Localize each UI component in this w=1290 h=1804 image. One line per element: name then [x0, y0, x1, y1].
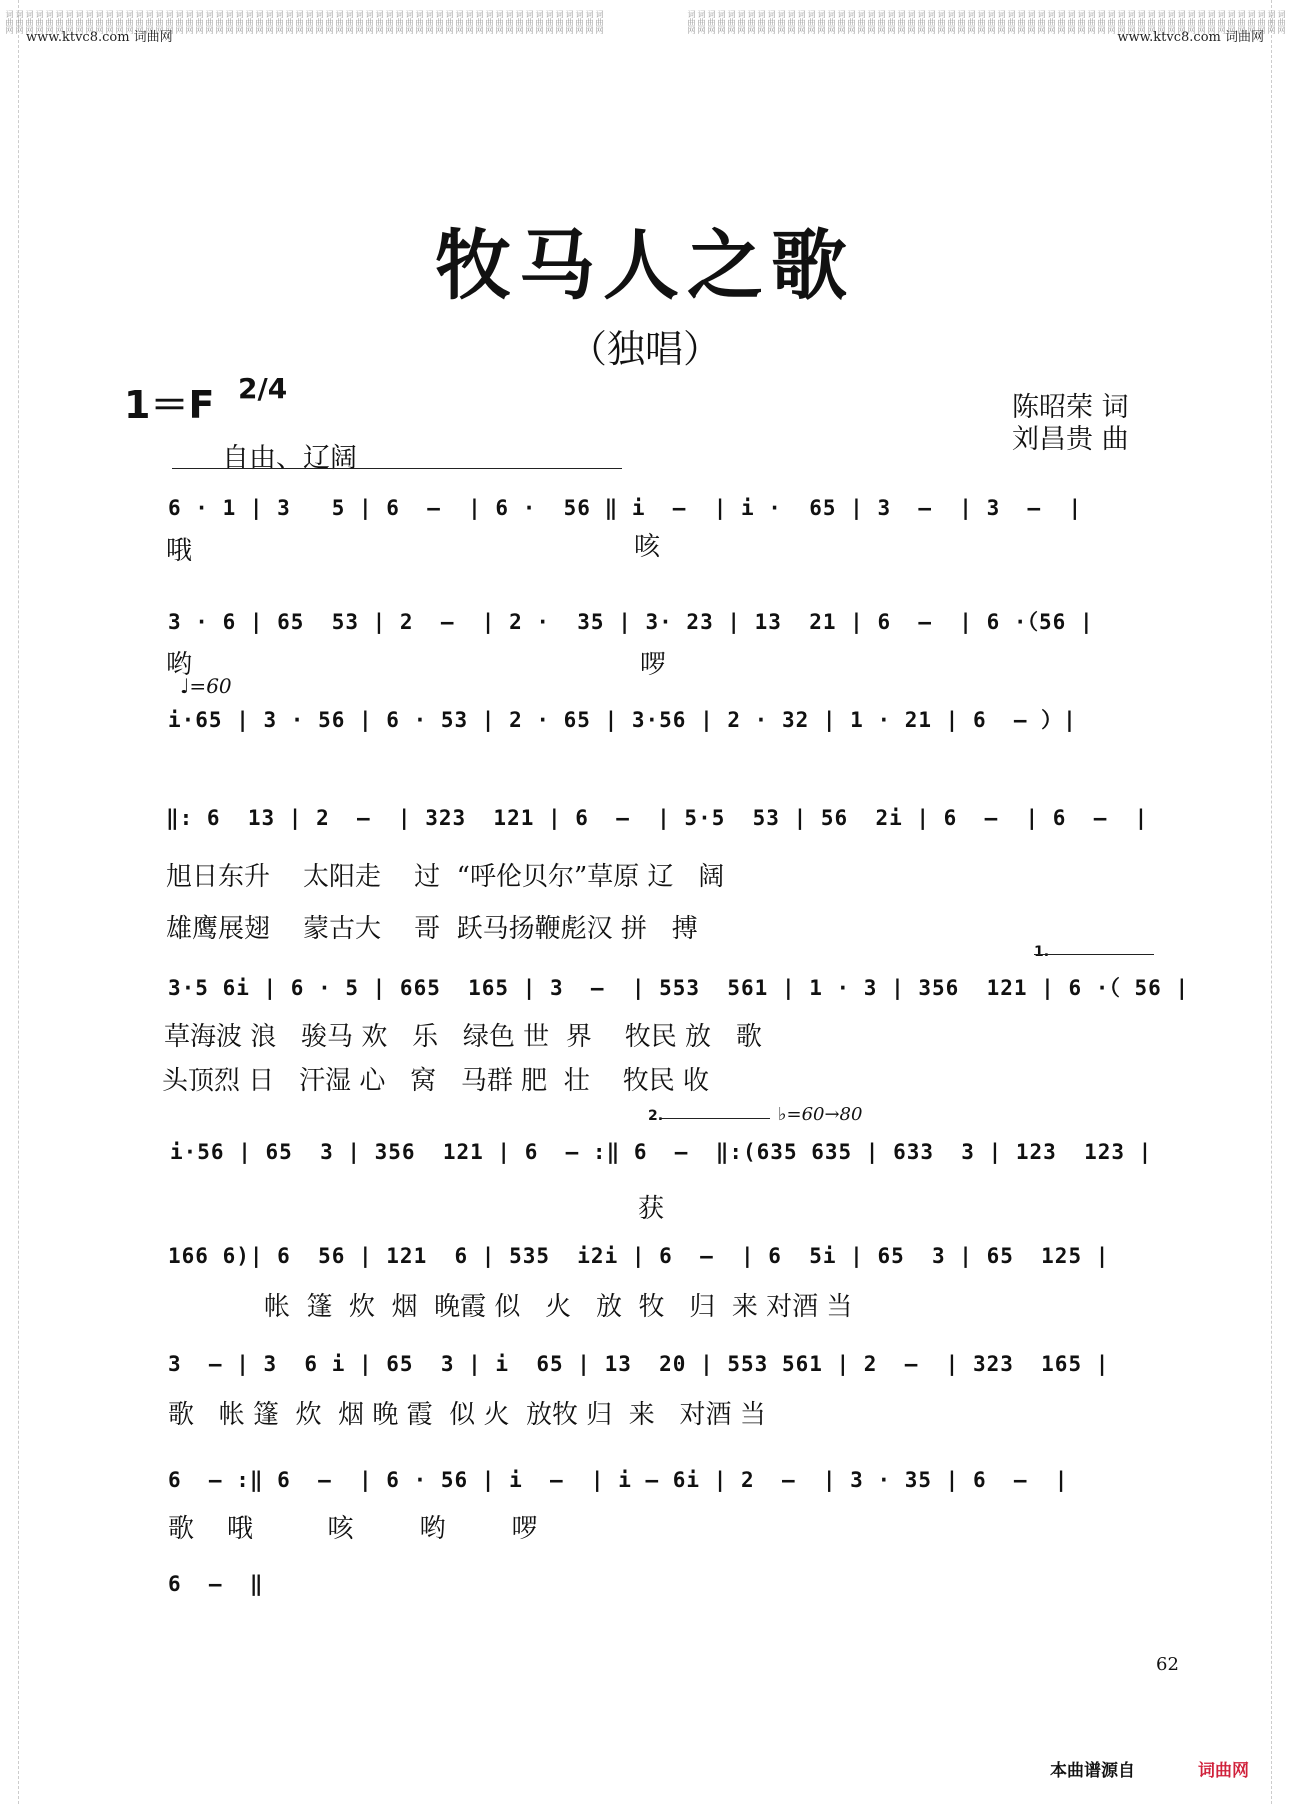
composer: 刘昌贵 曲 — [1012, 424, 1129, 455]
footer-site-link[interactable]: 词曲网 — [1198, 1761, 1249, 1781]
tempo-change-2: ♭=60→80 — [778, 1104, 863, 1125]
score-line-1-lyric-a: 哦 — [166, 536, 193, 566]
score-line-5-lyric-b: 头顶烈 日 汗湿 心 窝 马群 肥 壮 牧民 收 — [162, 1066, 710, 1096]
score-line-1-lyric-b: 咳 — [634, 532, 661, 562]
volta-2-bracket — [660, 1118, 770, 1119]
tempo-marking: 自由、辽阔 — [222, 443, 357, 474]
score-line-1-notes: 6 · 1 | 3 5 | 6 — | 6 · 56 ‖ i — | i · 65 | 3 — | 3 — | — [168, 496, 1083, 520]
lyricist: 陈昭荣 词 — [1012, 392, 1129, 423]
left-side-watermark: 词曲网 词曲网 词曲网 词曲网 词曲网 词曲网 词曲网 词曲网 词曲网 词曲网 词曲网 词曲网 词曲网 词曲网 词曲网 词曲网 词曲网 词曲网 词曲网 词曲网 词曲网 词曲网 词曲网 词曲网 词曲网 词曲网 词曲网 词曲网 词曲网 词曲网 词曲网 词曲网 词曲网 词曲网 词曲网 词曲网 词曲网 词曲网 词曲网 词曲网 词曲网 词曲网 词曲网 词曲网 词曲网 词曲网 词曲网 词曲网 词曲网 词曲网 词曲网 词曲网 词曲网 词曲网 词曲网 词曲网 词曲网 词曲网 词曲网 词曲网 — [5, 10, 604, 34]
right-side-watermark: 词曲网 词曲网 词曲网 词曲网 词曲网 词曲网 词曲网 词曲网 词曲网 词曲网 词曲网 词曲网 词曲网 词曲网 词曲网 词曲网 词曲网 词曲网 词曲网 词曲网 词曲网 词曲网 词曲网 词曲网 词曲网 词曲网 词曲网 词曲网 词曲网 词曲网 词曲网 词曲网 词曲网 词曲网 词曲网 词曲网 词曲网 词曲网 词曲网 词曲网 词曲网 词曲网 词曲网 词曲网 词曲网 词曲网 词曲网 词曲网 词曲网 词曲网 词曲网 词曲网 词曲网 词曲网 词曲网 词曲网 词曲网 词曲网 词曲网 词曲网 — [687, 10, 1286, 34]
volta-1-bracket — [1034, 954, 1154, 955]
score-line-7-lyric: 帐 篷 炊 烟 晚霞 似 火 放 牧 归 来 对酒 当 — [264, 1292, 853, 1322]
volta-1-label: 1. — [1034, 944, 1050, 960]
score-line-4-notes: ‖: 6 13 | 2 — | 323 121 | 6 — | 5·5 53 | 56 2i | 6 — | 6 — | — [166, 806, 1149, 830]
watermark-left: www.ktvc8.com 词曲网 — [26, 30, 173, 45]
score-line-6-notes: i·56 | 65 3 | 356 121 | 6 — :‖ 6 — ‖:(635 635 | 633 3 | 123 123 | — [170, 1140, 1153, 1164]
song-title: 牧马人之歌 — [435, 221, 855, 310]
score-line-6-lyric: 获 — [638, 1194, 665, 1224]
score-line-2-lyric-a: 哟 — [166, 650, 193, 680]
score-line-5-notes: 3·5 6i | 6 · 5 | 665 165 | 3 — | 553 561 | 1 · 3 | 356 121 | 6 ·（ 56 | — [168, 976, 1190, 1000]
score-line-8-lyric: 歌 帐 篷 炊 烟 晚 霞 似 火 放牧 归 来 对酒 当 — [168, 1400, 766, 1430]
score-line-8-notes: 3 — | 3 6 i | 65 3 | i 65 | 13 20 | 553 561 | 2 — | 323 165 | — [168, 1352, 1110, 1376]
score-line-9-notes: 6 — :‖ 6 — | 6 · 56 | i — | i — 6i | 2 — | 3 · 35 | 6 — | — [168, 1468, 1069, 1492]
score-line-4-lyric-b: 雄鹰展翅 蒙古大 哥 跃马扬鞭彪汉 拼 搏 — [166, 914, 698, 944]
page-number: 62 — [1156, 1654, 1179, 1675]
score-line-7-notes: 166 6)| 6 56 | 121 6 | 535 i2i | 6 — | 6 5i | 65 3 | 65 125 | — [168, 1244, 1110, 1268]
tempo-change-1: ♩=60 — [180, 674, 232, 698]
score-line-5-lyric-a: 草海波 浪 骏马 欢 乐 绿色 世 界 牧民 放 歌 — [164, 1022, 762, 1052]
time-signature: 2/4 — [238, 372, 288, 405]
score-line-10-notes: 6 — ‖ — [168, 1572, 264, 1596]
score-line-4-lyric-a: 旭日东升 太阳走 过 “呼伦贝尔”草原 辽 阔 — [166, 862, 725, 892]
fermata-line — [172, 468, 622, 469]
score-line-9-lyric: 歌 哦 咳 哟 啰 — [168, 1514, 538, 1544]
key-signature: 1＝F — [124, 383, 215, 427]
score-line-2-lyric-b: 啰 — [640, 650, 667, 680]
song-subtitle: （独唱） — [568, 327, 721, 371]
score-line-3-notes: i·65 | 3 · 56 | 6 · 53 | 2 · 65 | 3·56 | 2 · 32 | 1 · 21 | 6 — ）| — [168, 708, 1077, 732]
footer-source: 本曲谱源自 — [1050, 1761, 1135, 1781]
volta-2-label: 2. — [648, 1108, 664, 1124]
score-line-2-notes: 3 · 6 | 65 53 | 2 — | 2 · 35 | 3· 23 | 13 21 | 6 — | 6 ·（56 | — [168, 610, 1094, 634]
watermark-right: www.ktvc8.com 词曲网 — [1117, 30, 1264, 45]
